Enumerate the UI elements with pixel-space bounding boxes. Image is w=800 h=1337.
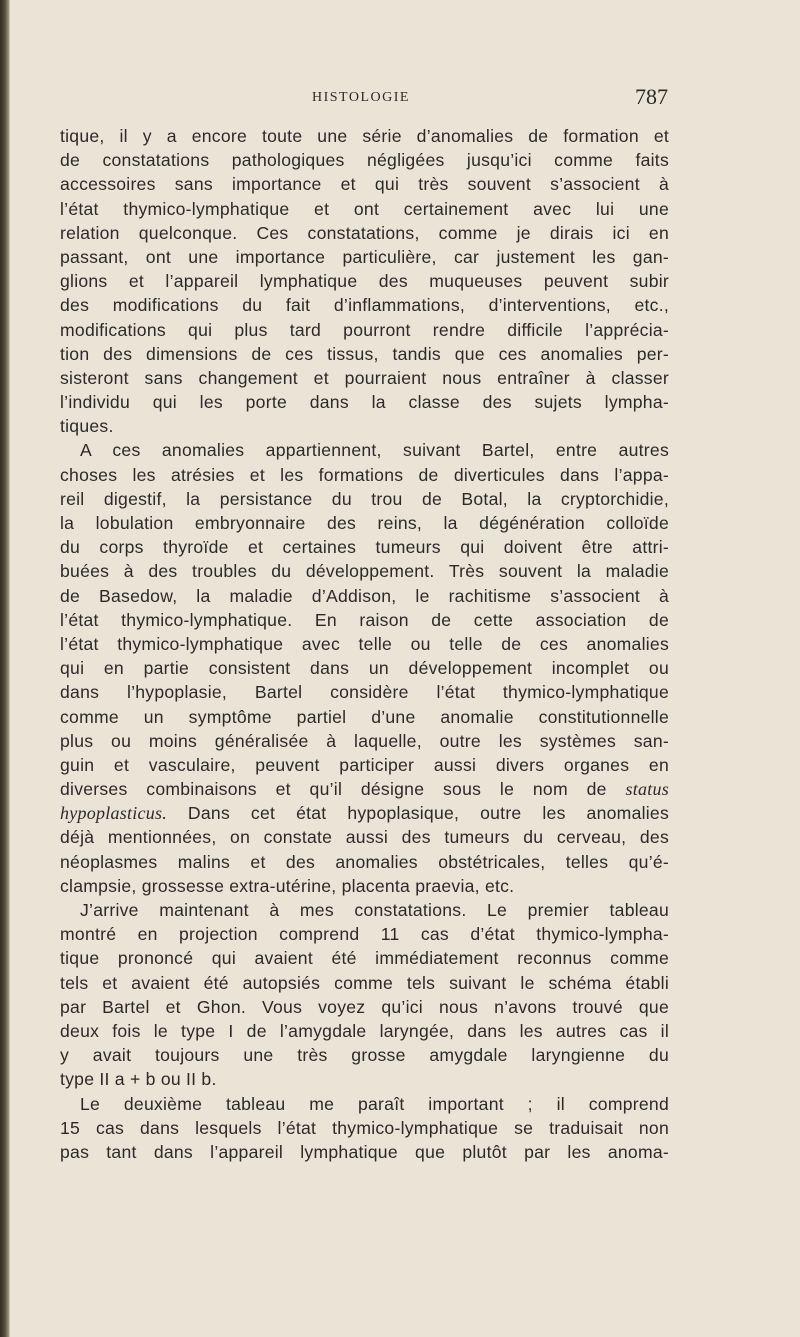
line-text: tiques.: [60, 416, 114, 437]
line-text: y avait toujours une très grosse amygdale laryngienne du: [60, 1045, 669, 1066]
text-line: [60, 729, 669, 753]
text-line: [60, 487, 669, 511]
line-text: 15 cas dans lesquels l’état thymico-lymphatique se traduisait non: [60, 1117, 669, 1138]
text-line: [60, 656, 669, 680]
text-line: [60, 874, 669, 898]
text-line: [60, 995, 669, 1019]
text-line: [60, 366, 669, 390]
line-text: montré en projection comprend 11 cas d’état thymico-lympha-: [60, 924, 669, 945]
line-text: qui en partie consistent dans un développement incomplet ou: [60, 658, 669, 679]
text-line: [60, 245, 669, 269]
line-text: de constatations pathologiques négligées jusqu’ici comme faits: [60, 150, 669, 171]
text-line: [60, 850, 669, 874]
text-line: [60, 801, 669, 825]
text-line: [60, 1092, 669, 1116]
text-line: [60, 898, 669, 922]
line-text: J’arrive maintenant à mes constatations. Le premier tableau: [80, 900, 669, 920]
line-text: accessoires sans importance et qui très souvent s’associent à: [60, 174, 669, 195]
text-line: [60, 584, 669, 608]
line-text: clampsie, grossesse extra-utérine, placenta praevia, etc.: [60, 875, 515, 896]
text-line: [60, 390, 669, 414]
line-text: Le deuxième tableau me paraît important ; il comprend: [80, 1093, 669, 1114]
text-line: [60, 1043, 669, 1067]
line-text: déjà mentionnées, on constate aussi des tumeurs du cerveau, des: [60, 827, 669, 848]
text-line: [60, 414, 669, 438]
text-line: [60, 559, 669, 583]
line-text: des modifications du fait d’inflammations, d’interventions, etc.,: [60, 295, 669, 316]
line-text: Dans cet état hypoplasique, outre les anomalies: [167, 803, 669, 824]
line-text: l’état thymico-lymphatique. En raison de cette association de: [60, 609, 669, 630]
body-text: [60, 124, 669, 1164]
line-text: passant, ont une importance particulière, car justement les gan-: [60, 246, 669, 267]
italic-term: status: [625, 779, 669, 800]
line-text: la lobulation embryonnaire des reins, la dégénération colloïde: [60, 513, 669, 533]
text-line: [60, 535, 669, 559]
line-text: sisteront sans changement et pourraient nous entraîner à classer: [60, 367, 669, 388]
line-text: néoplasmes malins et des anomalies obstétricales, telles qu’é-: [60, 851, 669, 872]
text-line: [60, 705, 669, 729]
line-text: glions et l’appareil lymphatique des muqueuses peuvent subir: [60, 271, 669, 292]
line-text: l’état thymico-lymphatique et ont certainement avec lui une: [60, 198, 669, 219]
line-text: tion des dimensions de ces tissus, tandis que ces anomalies per-: [60, 343, 669, 364]
text-line: [60, 293, 669, 317]
line-text: tique prononcé qui avaient été immédiatement reconnus comme: [60, 948, 669, 969]
text-line: [60, 511, 669, 535]
line-text: pas tant dans l’appareil lymphatique que plutôt par les anoma-: [60, 1141, 669, 1162]
text-line: [60, 632, 669, 656]
line-text: reil digestif, la persistance du trou de Botal, la cryptorchidie,: [60, 488, 669, 509]
text-line: [60, 1140, 669, 1164]
text-line: [60, 825, 669, 849]
text-line: [60, 753, 669, 777]
text-line: [60, 172, 669, 196]
line-text: tique, il y a encore toute une série d’anomalies de formation et: [60, 126, 669, 146]
line-text: de Basedow, la maladie d’Addison, le rachitisme s’associent à: [60, 585, 669, 606]
line-text: guin et vasculaire, peuvent participer aussi divers organes en: [60, 754, 669, 775]
text-line: [60, 438, 669, 462]
text-line: [60, 971, 669, 995]
line-text: relation quelconque. Ces constatations, comme je dirais ici en: [60, 222, 669, 243]
text-line: [60, 342, 669, 366]
line-text: A ces anomalies appartiennent, suivant Bartel, entre autres: [80, 440, 669, 461]
line-text: type II a + b ou II b.: [60, 1069, 217, 1090]
running-title: HISTOLOGIE: [312, 90, 410, 105]
line-text: dans l’hypoplasie, Bartel considère l’état thymico-lymphatique: [60, 682, 669, 703]
line-text: deux fois le type I de l’amygdale laryngée, dans les autres cas il: [60, 1020, 669, 1041]
text-line: [60, 1116, 669, 1140]
text-line: [60, 946, 669, 970]
line-text: comme un symptôme partiel d’une anomalie constitutionnelle: [60, 706, 669, 727]
italic-term: hypoplasticus.: [60, 803, 167, 824]
page-spine-shadow: [0, 0, 10, 1337]
text-line: [60, 197, 669, 221]
line-text: tels et avaient été autopsiés comme tels suivant le schéma établi: [60, 972, 669, 993]
line-text: choses les atrésies et les formations de diverticules dans l’appa-: [60, 464, 669, 485]
line-text: du corps thyroïde et certaines tumeurs qui doivent être attri-: [60, 537, 669, 558]
text-line: [60, 608, 669, 632]
text-line: [60, 777, 669, 801]
page-number: 787: [635, 84, 668, 109]
text-line: [60, 318, 669, 342]
text-line: [60, 148, 669, 172]
text-line: [60, 124, 669, 148]
line-text: diverses combinaisons et qu’il désigne sous le nom de: [60, 779, 626, 800]
text-line: [60, 1019, 669, 1043]
text-line: [60, 922, 669, 946]
text-line: [60, 680, 669, 704]
text-line: [60, 463, 669, 487]
line-text: l’individu qui les porte dans la classe des sujets lympha-: [60, 392, 669, 413]
line-text: par Bartel et Ghon. Vous voyez qu’ici nous n’avons trouvé que: [60, 996, 669, 1017]
line-text: l’état thymico-lymphatique avec telle ou telle de ces anomalies: [60, 633, 669, 654]
text-line: [60, 269, 669, 293]
text-line: [60, 1067, 669, 1091]
line-text: plus ou moins généralisée à laquelle, outre les systèmes san-: [60, 730, 669, 751]
line-text: buées à des troubles du développement. Très souvent la maladie: [60, 561, 669, 582]
text-line: [60, 221, 669, 245]
page-header: [62, 84, 668, 112]
line-text: modifications qui plus tard pourront rendre difficile l’apprécia-: [60, 319, 669, 340]
